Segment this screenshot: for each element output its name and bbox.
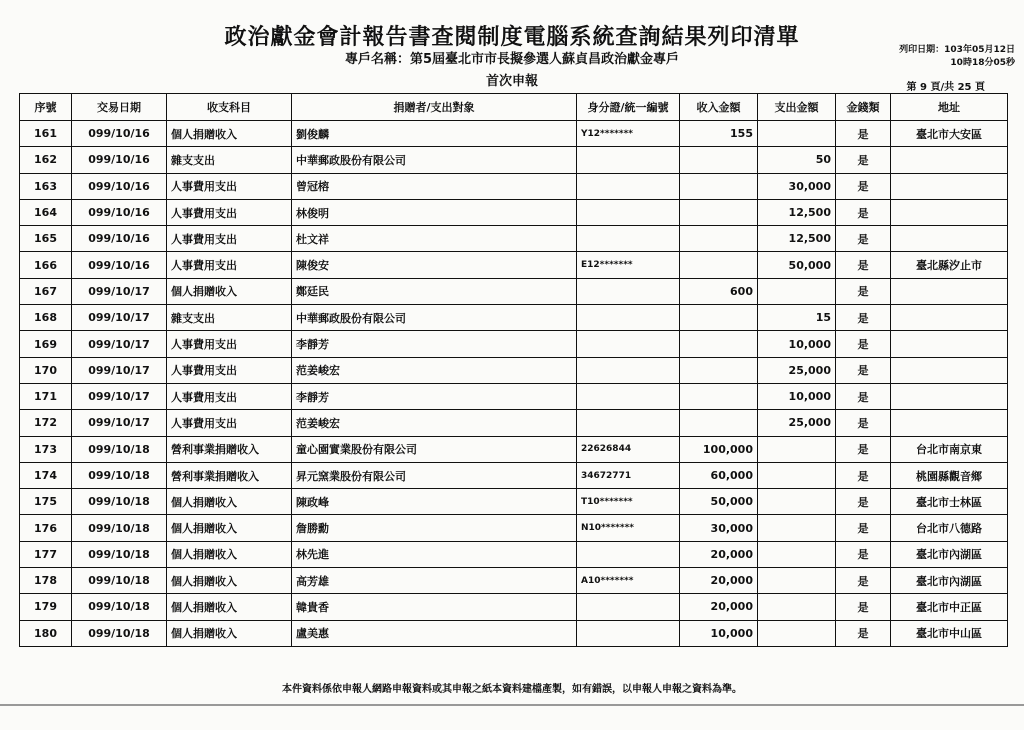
cell-counterparty: 中華郵政股份有限公司 bbox=[292, 147, 577, 173]
table-header-row bbox=[20, 94, 1008, 121]
cell-id-number: A10******* bbox=[577, 568, 680, 594]
cell-category: 人事費用支出 bbox=[167, 199, 292, 225]
cell-counterparty: 曾冠榕 bbox=[292, 173, 577, 199]
cell-seq: 178 bbox=[20, 568, 72, 594]
cell-address: 臺北市中山區 bbox=[891, 620, 1008, 646]
cell-address bbox=[891, 278, 1008, 304]
cell-address: 桃園縣觀音鄉 bbox=[891, 462, 1008, 488]
cell-cash: 是 bbox=[836, 436, 891, 462]
table-row bbox=[20, 278, 1008, 304]
cell-id-number: 34672771 bbox=[577, 462, 680, 488]
cell-seq: 180 bbox=[20, 620, 72, 646]
cell-cash: 是 bbox=[836, 489, 891, 515]
cell-category: 人事費用支出 bbox=[167, 226, 292, 252]
cell-counterparty: 范姜峻宏 bbox=[292, 357, 577, 383]
cell-income bbox=[680, 331, 758, 357]
cell-seq: 171 bbox=[20, 383, 72, 409]
cell-seq: 162 bbox=[20, 147, 72, 173]
cell-seq: 174 bbox=[20, 462, 72, 488]
cell-id-number bbox=[577, 147, 680, 173]
table-row bbox=[20, 515, 1008, 541]
cell-date: 099/10/17 bbox=[72, 410, 167, 436]
cell-id-number bbox=[577, 541, 680, 567]
cell-income: 100,000 bbox=[680, 436, 758, 462]
cell-expense: 15 bbox=[758, 305, 836, 331]
cell-cash: 是 bbox=[836, 305, 891, 331]
cell-category: 營利事業捐贈收入 bbox=[167, 436, 292, 462]
account-name: 專戶名稱：第5屆臺北市市長擬參選人蘇貞昌政治獻金專戶 bbox=[344, 52, 680, 67]
cell-category: 個人捐贈收入 bbox=[167, 121, 292, 147]
cell-cash: 是 bbox=[836, 594, 891, 620]
cell-id-number: E12******* bbox=[577, 252, 680, 278]
cell-expense: 50,000 bbox=[758, 252, 836, 278]
cell-expense bbox=[758, 515, 836, 541]
bottom-divider bbox=[0, 704, 1024, 706]
cell-address: 台北市八德路 bbox=[891, 515, 1008, 541]
table-row bbox=[20, 541, 1008, 567]
print-date-label: 列印日期：103年05月12日 bbox=[899, 45, 1015, 55]
cell-seq: 176 bbox=[20, 515, 72, 541]
cell-expense: 30,000 bbox=[758, 173, 836, 199]
cell-address bbox=[891, 199, 1008, 225]
cell-address: 台北市南京東 bbox=[891, 436, 1008, 462]
cell-expense bbox=[758, 278, 836, 304]
cell-expense: 10,000 bbox=[758, 383, 836, 409]
cell-address bbox=[891, 410, 1008, 436]
cell-id-number bbox=[577, 620, 680, 646]
col-income-header: 收入金額 bbox=[680, 94, 758, 121]
cell-income bbox=[680, 383, 758, 409]
cell-seq: 169 bbox=[20, 331, 72, 357]
table-row bbox=[20, 383, 1008, 409]
cell-id-number bbox=[577, 173, 680, 199]
cell-cash: 是 bbox=[836, 173, 891, 199]
table-row bbox=[20, 252, 1008, 278]
cell-date: 099/10/16 bbox=[72, 147, 167, 173]
cell-category: 人事費用支出 bbox=[167, 173, 292, 199]
cell-id-number bbox=[577, 410, 680, 436]
cell-address: 臺北市中正區 bbox=[891, 594, 1008, 620]
report-title: 政治獻金會計報告書查閱制度電腦系統查詢結果列印清單 bbox=[224, 25, 800, 50]
cell-id-number bbox=[577, 199, 680, 225]
table-row bbox=[20, 489, 1008, 515]
cell-seq: 177 bbox=[20, 541, 72, 567]
cell-cash: 是 bbox=[836, 462, 891, 488]
cell-expense bbox=[758, 489, 836, 515]
cell-counterparty: 童心園實業股份有限公司 bbox=[292, 436, 577, 462]
cell-seq: 164 bbox=[20, 199, 72, 225]
cell-date: 099/10/18 bbox=[72, 620, 167, 646]
cell-cash: 是 bbox=[836, 121, 891, 147]
cell-cash: 是 bbox=[836, 620, 891, 646]
cell-expense bbox=[758, 121, 836, 147]
cell-id-number bbox=[577, 357, 680, 383]
cell-cash: 是 bbox=[836, 541, 891, 567]
cell-category: 雜支支出 bbox=[167, 305, 292, 331]
cell-cash: 是 bbox=[836, 357, 891, 383]
cell-counterparty: 盧美惠 bbox=[292, 620, 577, 646]
print-date bbox=[855, 44, 1015, 70]
cell-expense bbox=[758, 568, 836, 594]
cell-address: 臺北市大安區 bbox=[891, 121, 1008, 147]
cell-income bbox=[680, 252, 758, 278]
cell-address bbox=[891, 383, 1008, 409]
cell-category: 個人捐贈收入 bbox=[167, 489, 292, 515]
table-row bbox=[20, 173, 1008, 199]
table-row bbox=[20, 594, 1008, 620]
cell-income bbox=[680, 173, 758, 199]
cell-address: 臺北市士林區 bbox=[891, 489, 1008, 515]
cell-date: 099/10/18 bbox=[72, 568, 167, 594]
cell-income bbox=[680, 357, 758, 383]
cell-date: 099/10/17 bbox=[72, 331, 167, 357]
transactions-table bbox=[19, 93, 1008, 647]
table-row bbox=[20, 199, 1008, 225]
cell-date: 099/10/16 bbox=[72, 173, 167, 199]
cell-counterparty: 陳政峰 bbox=[292, 489, 577, 515]
report-type: 首次申報 bbox=[485, 74, 538, 89]
cell-seq: 166 bbox=[20, 252, 72, 278]
cell-expense: 50 bbox=[758, 147, 836, 173]
cell-category: 個人捐贈收入 bbox=[167, 515, 292, 541]
cell-date: 099/10/17 bbox=[72, 278, 167, 304]
cell-date: 099/10/17 bbox=[72, 305, 167, 331]
cell-income bbox=[680, 226, 758, 252]
table-row bbox=[20, 331, 1008, 357]
cell-id-number bbox=[577, 305, 680, 331]
cell-address: 臺北市內湖區 bbox=[891, 568, 1008, 594]
table-row bbox=[20, 226, 1008, 252]
cell-address bbox=[891, 173, 1008, 199]
cell-category: 雜支支出 bbox=[167, 147, 292, 173]
table-body bbox=[20, 121, 1008, 647]
cell-expense bbox=[758, 462, 836, 488]
cell-income bbox=[680, 199, 758, 225]
cell-category: 人事費用支出 bbox=[167, 357, 292, 383]
cell-seq: 172 bbox=[20, 410, 72, 436]
table-row bbox=[20, 568, 1008, 594]
cell-category: 人事費用支出 bbox=[167, 331, 292, 357]
cell-category: 個人捐贈收入 bbox=[167, 541, 292, 567]
col-counterparty-header: 捐贈者/支出對象 bbox=[292, 94, 577, 121]
table-row bbox=[20, 436, 1008, 462]
cell-income: 20,000 bbox=[680, 541, 758, 567]
cell-address bbox=[891, 147, 1008, 173]
cell-counterparty: 中華郵政股份有限公司 bbox=[292, 305, 577, 331]
cell-date: 099/10/16 bbox=[72, 121, 167, 147]
print-time: 10時18分05秒 bbox=[950, 58, 1015, 68]
cell-date: 099/10/18 bbox=[72, 436, 167, 462]
cell-counterparty: 范姜峻宏 bbox=[292, 410, 577, 436]
col-category-header: 收支科目 bbox=[167, 94, 292, 121]
table-row bbox=[20, 620, 1008, 646]
table-row bbox=[20, 147, 1008, 173]
cell-cash: 是 bbox=[836, 331, 891, 357]
table-row bbox=[20, 462, 1008, 488]
col-date-header: 交易日期 bbox=[72, 94, 167, 121]
cell-counterparty: 杜文祥 bbox=[292, 226, 577, 252]
cell-category: 營利事業捐贈收入 bbox=[167, 462, 292, 488]
cell-expense bbox=[758, 436, 836, 462]
cell-date: 099/10/18 bbox=[72, 594, 167, 620]
cell-counterparty: 詹勝勳 bbox=[292, 515, 577, 541]
cell-counterparty: 高芳雄 bbox=[292, 568, 577, 594]
cell-id-number bbox=[577, 383, 680, 409]
col-seq-header: 序號 bbox=[20, 94, 72, 121]
cell-category: 個人捐贈收入 bbox=[167, 278, 292, 304]
cell-cash: 是 bbox=[836, 568, 891, 594]
cell-expense: 12,500 bbox=[758, 226, 836, 252]
col-id-number-header: 身分證/統一編號 bbox=[577, 94, 680, 121]
cell-income bbox=[680, 410, 758, 436]
cell-counterparty: 陳俊安 bbox=[292, 252, 577, 278]
cell-seq: 170 bbox=[20, 357, 72, 383]
table-row bbox=[20, 410, 1008, 436]
cell-category: 人事費用支出 bbox=[167, 252, 292, 278]
cell-address bbox=[891, 305, 1008, 331]
cell-date: 099/10/17 bbox=[72, 357, 167, 383]
cell-seq: 175 bbox=[20, 489, 72, 515]
table-row bbox=[20, 305, 1008, 331]
table-row bbox=[20, 121, 1008, 147]
cell-date: 099/10/18 bbox=[72, 541, 167, 567]
cell-date: 099/10/16 bbox=[72, 252, 167, 278]
cell-income: 600 bbox=[680, 278, 758, 304]
cell-counterparty: 昇元窯業股份有限公司 bbox=[292, 462, 577, 488]
cell-expense: 10,000 bbox=[758, 331, 836, 357]
cell-date: 099/10/16 bbox=[72, 199, 167, 225]
cell-expense: 25,000 bbox=[758, 410, 836, 436]
cell-seq: 168 bbox=[20, 305, 72, 331]
cell-cash: 是 bbox=[836, 515, 891, 541]
cell-date: 099/10/18 bbox=[72, 515, 167, 541]
cell-income: 155 bbox=[680, 121, 758, 147]
cell-cash: 是 bbox=[836, 410, 891, 436]
cell-seq: 165 bbox=[20, 226, 72, 252]
cell-category: 個人捐贈收入 bbox=[167, 620, 292, 646]
cell-id-number bbox=[577, 331, 680, 357]
cell-id-number bbox=[577, 278, 680, 304]
cell-address bbox=[891, 357, 1008, 383]
cell-address bbox=[891, 331, 1008, 357]
cell-seq: 173 bbox=[20, 436, 72, 462]
cell-expense bbox=[758, 594, 836, 620]
cell-income: 20,000 bbox=[680, 594, 758, 620]
cell-seq: 163 bbox=[20, 173, 72, 199]
cell-income: 20,000 bbox=[680, 568, 758, 594]
cell-counterparty: 劉俊麟 bbox=[292, 121, 577, 147]
cell-income: 30,000 bbox=[680, 515, 758, 541]
cell-date: 099/10/17 bbox=[72, 383, 167, 409]
cell-counterparty: 韓貴香 bbox=[292, 594, 577, 620]
cell-id-number: N10******* bbox=[577, 515, 680, 541]
cell-counterparty: 林俊明 bbox=[292, 199, 577, 225]
col-expense-header: 支出金額 bbox=[758, 94, 836, 121]
cell-id-number: Y12******* bbox=[577, 121, 680, 147]
cell-income bbox=[680, 305, 758, 331]
cell-income: 60,000 bbox=[680, 462, 758, 488]
cell-cash: 是 bbox=[836, 147, 891, 173]
page-info: 第 9 頁/共 25 頁 bbox=[906, 82, 985, 93]
cell-cash: 是 bbox=[836, 252, 891, 278]
cell-date: 099/10/16 bbox=[72, 226, 167, 252]
footer-note: 本件資料係依申報人網路申報資料或其申報之紙本資料建檔產製，如有錯誤，以申報人申報之資料為準。 bbox=[282, 684, 742, 695]
cell-expense bbox=[758, 620, 836, 646]
cell-expense: 12,500 bbox=[758, 199, 836, 225]
table-row bbox=[20, 357, 1008, 383]
cell-cash: 是 bbox=[836, 199, 891, 225]
cell-seq: 161 bbox=[20, 121, 72, 147]
cell-id-number bbox=[577, 594, 680, 620]
cell-counterparty: 鄭廷民 bbox=[292, 278, 577, 304]
cell-counterparty: 李靜芳 bbox=[292, 331, 577, 357]
cell-income: 10,000 bbox=[680, 620, 758, 646]
cell-id-number: 22626844 bbox=[577, 436, 680, 462]
cell-date: 099/10/18 bbox=[72, 462, 167, 488]
cell-address bbox=[891, 226, 1008, 252]
cell-cash: 是 bbox=[836, 383, 891, 409]
cell-income bbox=[680, 147, 758, 173]
cell-expense: 25,000 bbox=[758, 357, 836, 383]
cell-cash: 是 bbox=[836, 226, 891, 252]
cell-id-number: T10******* bbox=[577, 489, 680, 515]
cell-counterparty: 林先進 bbox=[292, 541, 577, 567]
cell-counterparty: 李靜芳 bbox=[292, 383, 577, 409]
cell-category: 個人捐贈收入 bbox=[167, 568, 292, 594]
cell-address: 臺北縣汐止市 bbox=[891, 252, 1008, 278]
cell-expense bbox=[758, 541, 836, 567]
cell-date: 099/10/18 bbox=[72, 489, 167, 515]
cell-id-number bbox=[577, 226, 680, 252]
cell-cash: 是 bbox=[836, 278, 891, 304]
cell-category: 人事費用支出 bbox=[167, 410, 292, 436]
col-address-header: 地址 bbox=[891, 94, 1008, 121]
cell-income: 50,000 bbox=[680, 489, 758, 515]
cell-address: 臺北市內湖區 bbox=[891, 541, 1008, 567]
cell-category: 個人捐贈收入 bbox=[167, 594, 292, 620]
cell-seq: 167 bbox=[20, 278, 72, 304]
cell-category: 人事費用支出 bbox=[167, 383, 292, 409]
cell-seq: 179 bbox=[20, 594, 72, 620]
col-cash-header: 金錢類 bbox=[836, 94, 891, 121]
